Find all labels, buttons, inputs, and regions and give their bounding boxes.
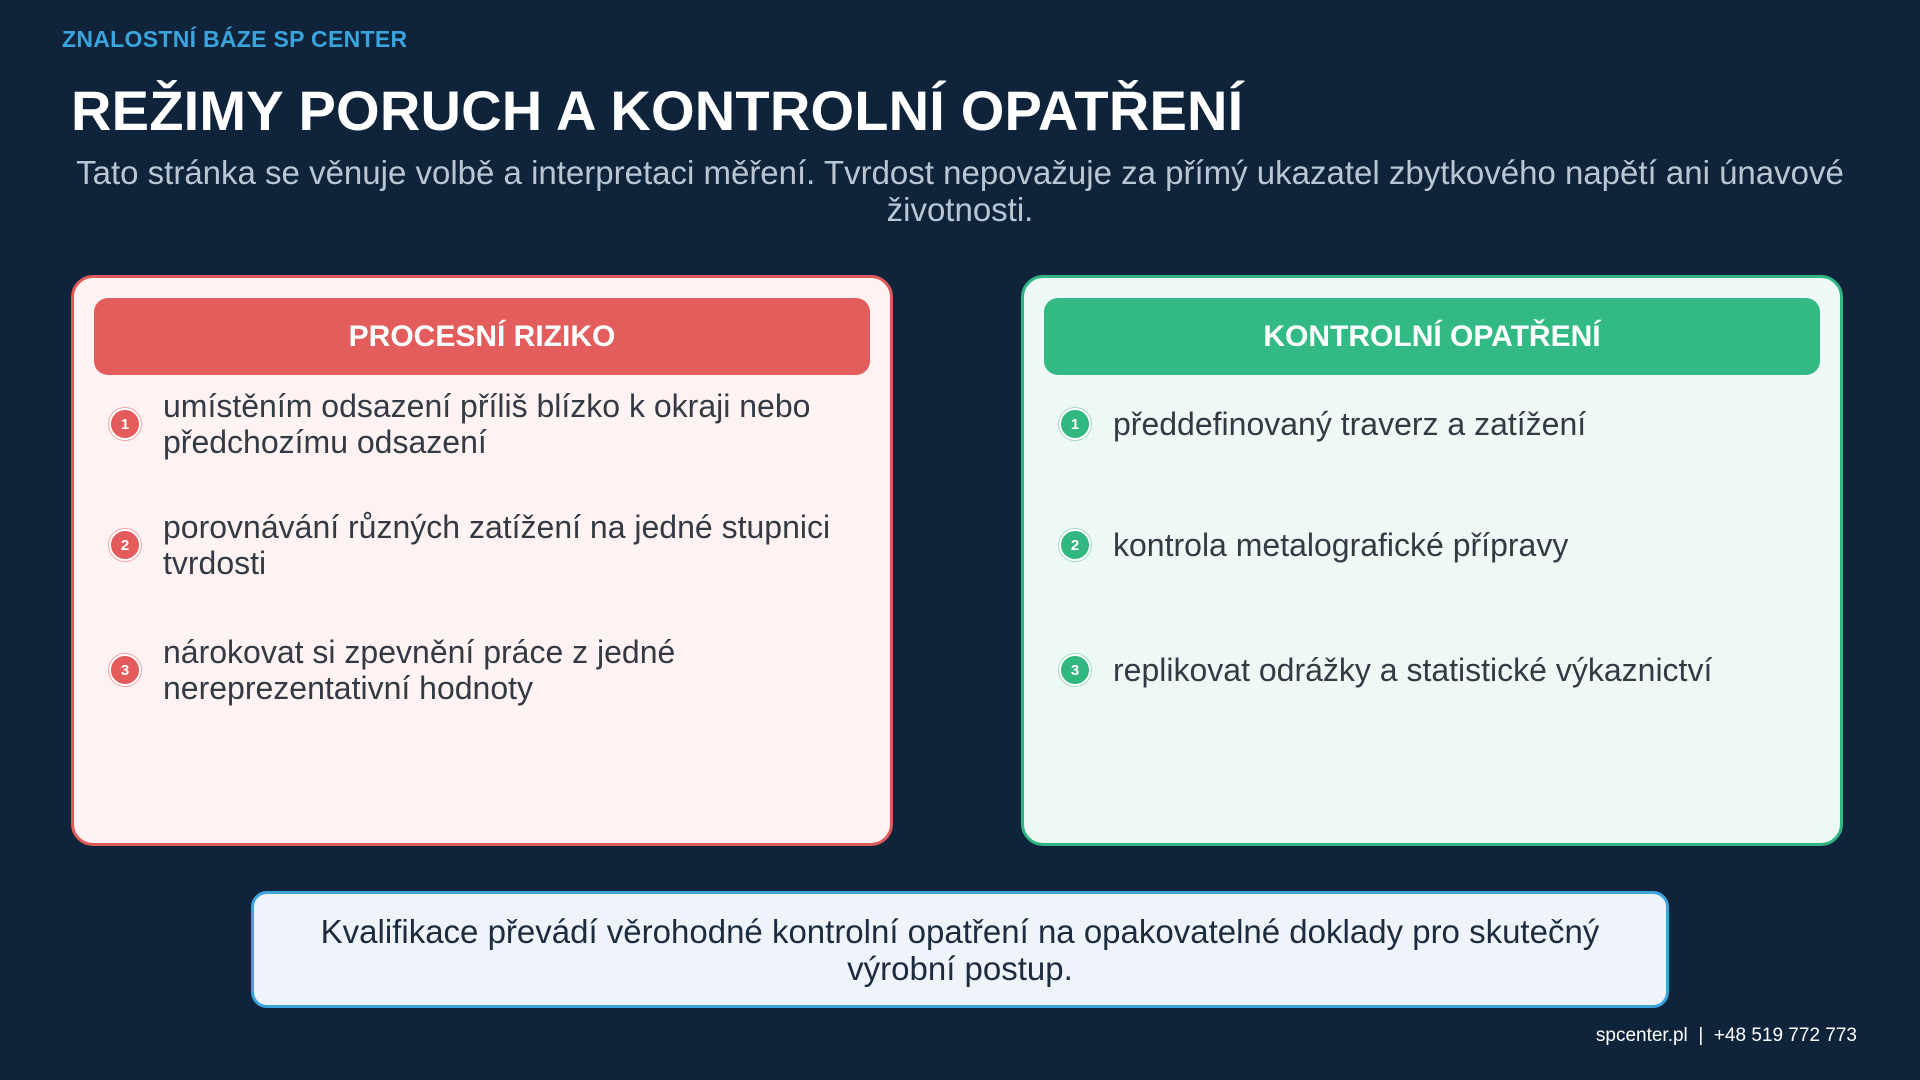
number-badge: 3 [1059, 654, 1091, 686]
risk-item-text: porovnávání různých zatížení na jedné stupnici tvrdosti [163, 509, 831, 581]
contact-info: spcenter.pl | +48 519 772 773 [1595, 1025, 1857, 1046]
control-item-text: kontrola metalografické přípravy [1113, 527, 1569, 563]
control-card [1021, 275, 1843, 846]
control-item [1059, 511, 1810, 579]
risk-item-text: umístěním odsazení příliš blízko k okraji nebo předchozímu odsazení [163, 388, 811, 460]
risk-item [109, 390, 860, 458]
number-badge: 1 [109, 408, 141, 440]
control-item-text: předdefinovaný traverz a zatížení [1113, 406, 1587, 442]
control-card-heading: KONTROLNÍ OPATŘENÍ [1044, 298, 1820, 375]
control-item [1059, 390, 1810, 458]
risk-card-heading: PROCESNÍ RIZIKO [94, 298, 870, 375]
control-item [1059, 636, 1810, 704]
risk-item [109, 636, 860, 704]
number-badge: 1 [1059, 408, 1091, 440]
control-item-text: replikovat odrážky a statistické výkaznictví [1113, 652, 1713, 688]
number-badge: 2 [109, 529, 141, 561]
risk-item-text: nárokovat si zpevnění práce z jedné nereprezentativní hodnoty [163, 634, 676, 706]
number-badge: 2 [1059, 529, 1091, 561]
number-badge: 3 [109, 654, 141, 686]
page-subtitle: Tato stránka se věnuje volbě a interpretaci měření. Tvrdost nepovažuje za přímý ukazatel zbytkového napětí ani únavové životnosti. [76, 154, 1844, 228]
kicker-label: ZNALOSTNÍ BÁZE SP CENTER [62, 26, 408, 52]
risk-card [71, 275, 893, 846]
risk-item [109, 511, 860, 579]
page-title: REŽIMY PORUCH A KONTROLNÍ OPATŘENÍ [71, 79, 1244, 142]
qualification-note: Kvalifikace převádí věrohodné kontrolní opatření na opakovatelné doklady pro skutečný výrobní postup. [251, 891, 1669, 1008]
